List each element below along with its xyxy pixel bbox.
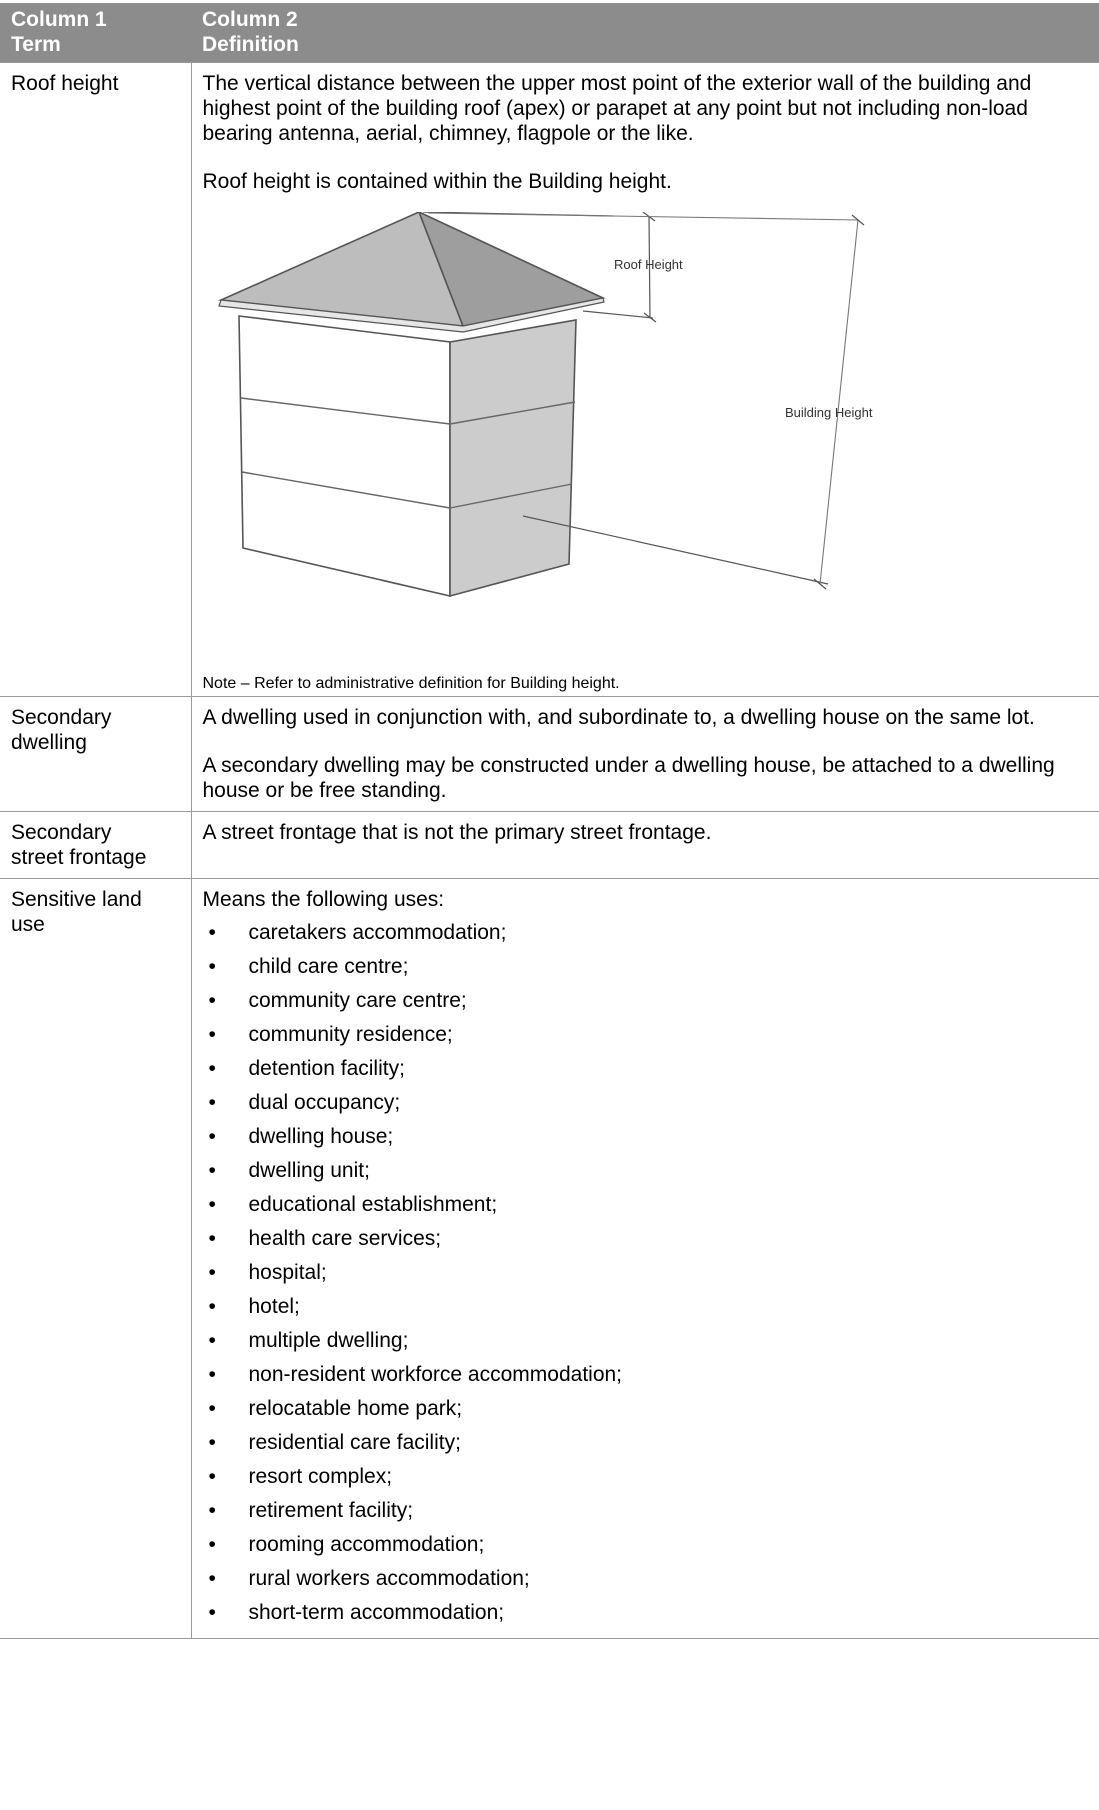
bullet-icon: • — [208, 1465, 216, 1488]
list-item-text: short-term accommodation; — [248, 1601, 505, 1624]
building-front-wall — [239, 316, 450, 596]
roof-height-diagram — [203, 212, 963, 672]
bullet-icon: • — [208, 921, 216, 944]
list-item-text: dwelling unit; — [248, 1159, 370, 1182]
column-1-header — [0, 3, 191, 63]
list-item — [203, 1222, 1090, 1256]
list-item-text: hospital; — [248, 1261, 327, 1284]
roof-height-label: Roof Height — [613, 257, 683, 272]
term-cell: Sensitive land use — [0, 879, 191, 1639]
list-item — [203, 1052, 1090, 1086]
table-row-sensitive-land-use — [0, 879, 1099, 1639]
bullet-icon: • — [208, 1193, 216, 1216]
column-2-header — [191, 3, 1099, 63]
definition-cell — [191, 812, 1099, 879]
list-item — [203, 1562, 1090, 1596]
definitions-table — [0, 3, 1099, 1639]
list-item-text: multiple dwelling; — [248, 1329, 409, 1352]
term-cell: Secondary dwelling — [0, 697, 191, 812]
list-item — [203, 1596, 1090, 1630]
list-item-text: caretakers accommodation; — [248, 921, 507, 944]
table-row-secondary-street-frontage — [0, 812, 1099, 879]
bullet-icon: • — [208, 1091, 216, 1114]
bullet-icon: • — [208, 1431, 216, 1454]
definition-cell — [191, 63, 1099, 697]
bullet-icon: • — [208, 1329, 216, 1352]
term-cell: Secondary street frontage — [0, 812, 191, 879]
list-item-text: dwelling house; — [248, 1125, 394, 1148]
bullet-icon: • — [208, 1499, 216, 1522]
definition-paragraph: A street frontage that is not the primary street frontage. — [202, 821, 712, 844]
list-item — [203, 984, 1090, 1018]
table-row-roof-height — [0, 63, 1099, 697]
building-height-label: Building Height — [784, 405, 872, 420]
bullet-icon: • — [208, 1295, 216, 1318]
bullet-icon: • — [208, 955, 216, 978]
bullet-icon: • — [208, 1397, 216, 1420]
list-item-text: rooming accommodation; — [248, 1533, 485, 1556]
bullet-icon: • — [208, 1261, 216, 1284]
building-diagram-svg — [203, 212, 963, 672]
list-item-text: community residence; — [248, 1023, 453, 1046]
building-height-dimension-line — [820, 220, 858, 584]
list-item — [203, 1460, 1090, 1494]
list-item-text: dual occupancy; — [248, 1091, 401, 1114]
definition-paragraph: A dwelling used in conjunction with, and subordinate to, a dwelling house on the same lot. — [202, 706, 1035, 729]
list-item-text: hotel; — [248, 1295, 300, 1318]
list-item — [203, 1324, 1090, 1358]
definition-paragraph: A secondary dwelling may be constructed under a dwelling house, be attached to a dwelling house or be free standing. — [202, 754, 1055, 802]
list-item — [203, 916, 1090, 950]
building-side-wall — [450, 320, 576, 596]
list-item — [203, 1528, 1090, 1562]
definition-intro: Means the following uses: — [202, 888, 445, 911]
bullet-icon: • — [208, 1533, 216, 1556]
list-item — [203, 1256, 1090, 1290]
note-text: Note – Refer to administrative definition for Building height. — [202, 675, 620, 692]
column-2-header-line2: Definition — [202, 33, 299, 56]
bullet-icon: • — [208, 1601, 216, 1624]
list-item-text: community care centre; — [248, 989, 467, 1012]
list-item — [203, 1494, 1090, 1528]
list-item — [203, 1018, 1090, 1052]
bullet-icon: • — [208, 1125, 216, 1148]
bullet-icon: • — [208, 1159, 216, 1182]
list-item — [203, 1426, 1090, 1460]
list-item-text: retirement facility; — [248, 1499, 414, 1522]
list-item — [203, 1154, 1090, 1188]
list-item-text: health care services; — [248, 1227, 442, 1250]
list-item-text: relocatable home park; — [248, 1397, 463, 1420]
list-item — [203, 1358, 1090, 1392]
definition-paragraph: The vertical distance between the upper most point of the exterior wall of the building and highest point of the building roof (apex) or parapet at any point but not including non-load bearing antenna, aerial, chimney, flagpole or the like. — [202, 72, 1032, 145]
bullet-icon: • — [208, 1057, 216, 1080]
list-item — [203, 1392, 1090, 1426]
list-item — [203, 1120, 1090, 1154]
list-item-text: child care centre; — [248, 955, 409, 978]
bullet-icon: • — [208, 1567, 216, 1590]
apex-extension-line — [428, 213, 858, 220]
column-2-header-line1: Column 2 — [202, 8, 298, 31]
sensitive-uses-list — [203, 916, 1090, 1630]
definition-cell — [191, 697, 1099, 812]
table-header-row — [0, 3, 1099, 63]
list-item — [203, 1086, 1090, 1120]
term-cell: Roof height — [0, 63, 191, 697]
table-row-secondary-dwelling — [0, 697, 1099, 812]
bullet-icon: • — [208, 1227, 216, 1250]
column-1-header-line1: Column 1 — [11, 8, 107, 31]
definition-paragraph: Roof height is contained within the Building height. — [202, 170, 672, 193]
list-item — [203, 1188, 1090, 1222]
list-item-text: detention facility; — [248, 1057, 405, 1080]
list-item-text: resort complex; — [248, 1465, 393, 1488]
bullet-icon: • — [208, 1363, 216, 1386]
list-item-text: non-resident workforce accommodation; — [248, 1363, 623, 1386]
eave-extension-line — [583, 311, 653, 318]
list-item-text: residential care facility; — [248, 1431, 461, 1454]
column-1-header-line2: Term — [11, 33, 61, 56]
bullet-icon: • — [208, 1023, 216, 1046]
list-item-text: educational establishment; — [248, 1193, 498, 1216]
list-item — [203, 1290, 1090, 1324]
list-item — [203, 950, 1090, 984]
definition-cell — [191, 879, 1099, 1639]
list-item-text: rural workers accommodation; — [248, 1567, 530, 1590]
bullet-icon: • — [208, 989, 216, 1012]
